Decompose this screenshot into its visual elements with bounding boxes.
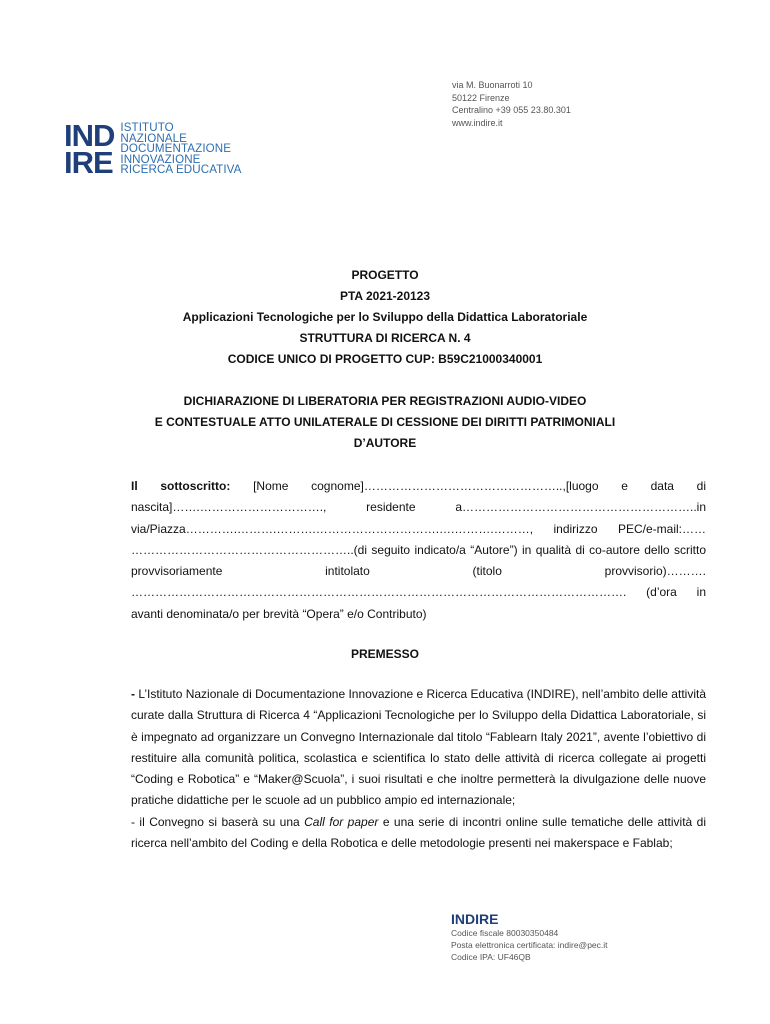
logo-institute-name (120, 123, 241, 176)
undersigned-label: Il sottoscritto: (131, 479, 231, 493)
logo-mark-line-1: IND (64, 118, 115, 153)
premesso-text-2-start: - il Convegno si baserà su una (131, 814, 305, 829)
footer (451, 911, 608, 963)
logo-name-line-3: DOCUMENTAZIONE (120, 142, 232, 156)
indire-logo (64, 118, 242, 180)
address-phone: Centralino +39 055 23.80.301 (452, 105, 571, 115)
premesso-title: PREMESSO (350, 647, 419, 661)
address-city: 50122 Firenze (452, 92, 510, 103)
declaration-title (0, 391, 770, 454)
undersigned-paragraph (131, 476, 706, 625)
project-heading (0, 265, 770, 370)
declaration-title-line-1: DICHIARAZIONE DI LIBERATORIA PER REGISTRAZIONI AUDIO-VIDEO (183, 394, 587, 408)
logo-mark-line-2: IRE (64, 145, 113, 180)
declaration-title-line-2: E CONTESTUALE ATTO UNILATERALE DI CESSIONE DEI DIRITTI PATRIMONIALI (154, 415, 616, 429)
footer-tax-code: Codice fiscale 80030350484 (451, 928, 559, 938)
project-title: Applicazioni Tecnologiche per lo Sviluppo della Didattica Laboratoriale (182, 310, 588, 324)
call-for-paper: Call for paper (304, 814, 379, 829)
premesso-paragraph-1 (131, 684, 706, 812)
logo-mark (64, 118, 115, 180)
address-street: via M. Buonarroti 10 (452, 80, 533, 90)
letterhead-address (452, 79, 571, 129)
research-structure: STRUTTURA DI RICERCA N. 4 (299, 331, 471, 345)
premesso-text-2-end: e una serie di incontri online sulle tematiche delle attività di ricerca nell’ambito del Coding e della Robotica e delle metodologie presenti nei makerspace e Fablab; (131, 814, 707, 851)
footer-brand: INDIRE (451, 911, 499, 927)
project-code: PTA 2021-20123 (339, 289, 431, 303)
footer-pec: Posta elettronica certificata: indire@pec.it (451, 940, 608, 950)
cup-code: CODICE UNICO DI PROGETTO CUP: B59C21000340001 (227, 352, 543, 366)
declaration-title-line-3: D’AUTORE (353, 436, 417, 450)
logo-name-line-4: INNOVAZIONE (120, 152, 201, 166)
undersigned-text: [Nome cognome]…………………………………………..,[luogo e data di nascita]…….…………………………., residente a…………………………………………………..in via/Piazza………….……….……….………………………….….……….………, indirizzo PEC/e-mail:…… ………………………………………………..(di seguito indicato/a “Autore”) in qualità di co-autore dello scritto provvisoriamente intitolato (titolo provvisorio)………. ……………………………………………………………………………………………………………. (d’ora in avanti denominata/o per brevità “Opera” e/o Contributo) (131, 479, 707, 621)
footer-ipa-code: Codice IPA: UF46QB (451, 952, 531, 962)
project-label: PROGETTO (351, 268, 419, 282)
premesso-text-1: L’Istituto Nazionale di Documentazione Innovazione e Ricerca Educativa (INDIRE), nell’ambito delle attività curate dalla Struttura di Ricerca 4 “Applicazioni Tecnologiche per lo Sviluppo della Didattica Laboratoriale, si è impegnato ad organizzare un Convegno Internazionale dal titolo “Fablearn Italy 2021”, avente l’obiettivo di restituire alla comunità politica, scolastica e scientifica lo stato delle attività di ricerca collegate ai progetti “Coding e Robotica” e “Maker@Scuola”, i suoi risultati e che inoltre permetterà la divulgazione delle nuove pratiche didattiche per le scuole ad un pubblico ampio ed internazionale; (131, 687, 706, 808)
logo-name-line-5: RICERCA EDUCATIVA (120, 163, 242, 177)
premesso-section (131, 684, 706, 854)
logo-name-line-1: ISTITUTO (120, 121, 174, 134)
address-website: www.indire.it (452, 117, 503, 128)
premesso-dash: - (131, 687, 135, 701)
undersigned-section (131, 476, 706, 625)
premesso-paragraph-2 (131, 812, 706, 855)
logo-name-line-2: NAZIONALE (120, 131, 188, 145)
